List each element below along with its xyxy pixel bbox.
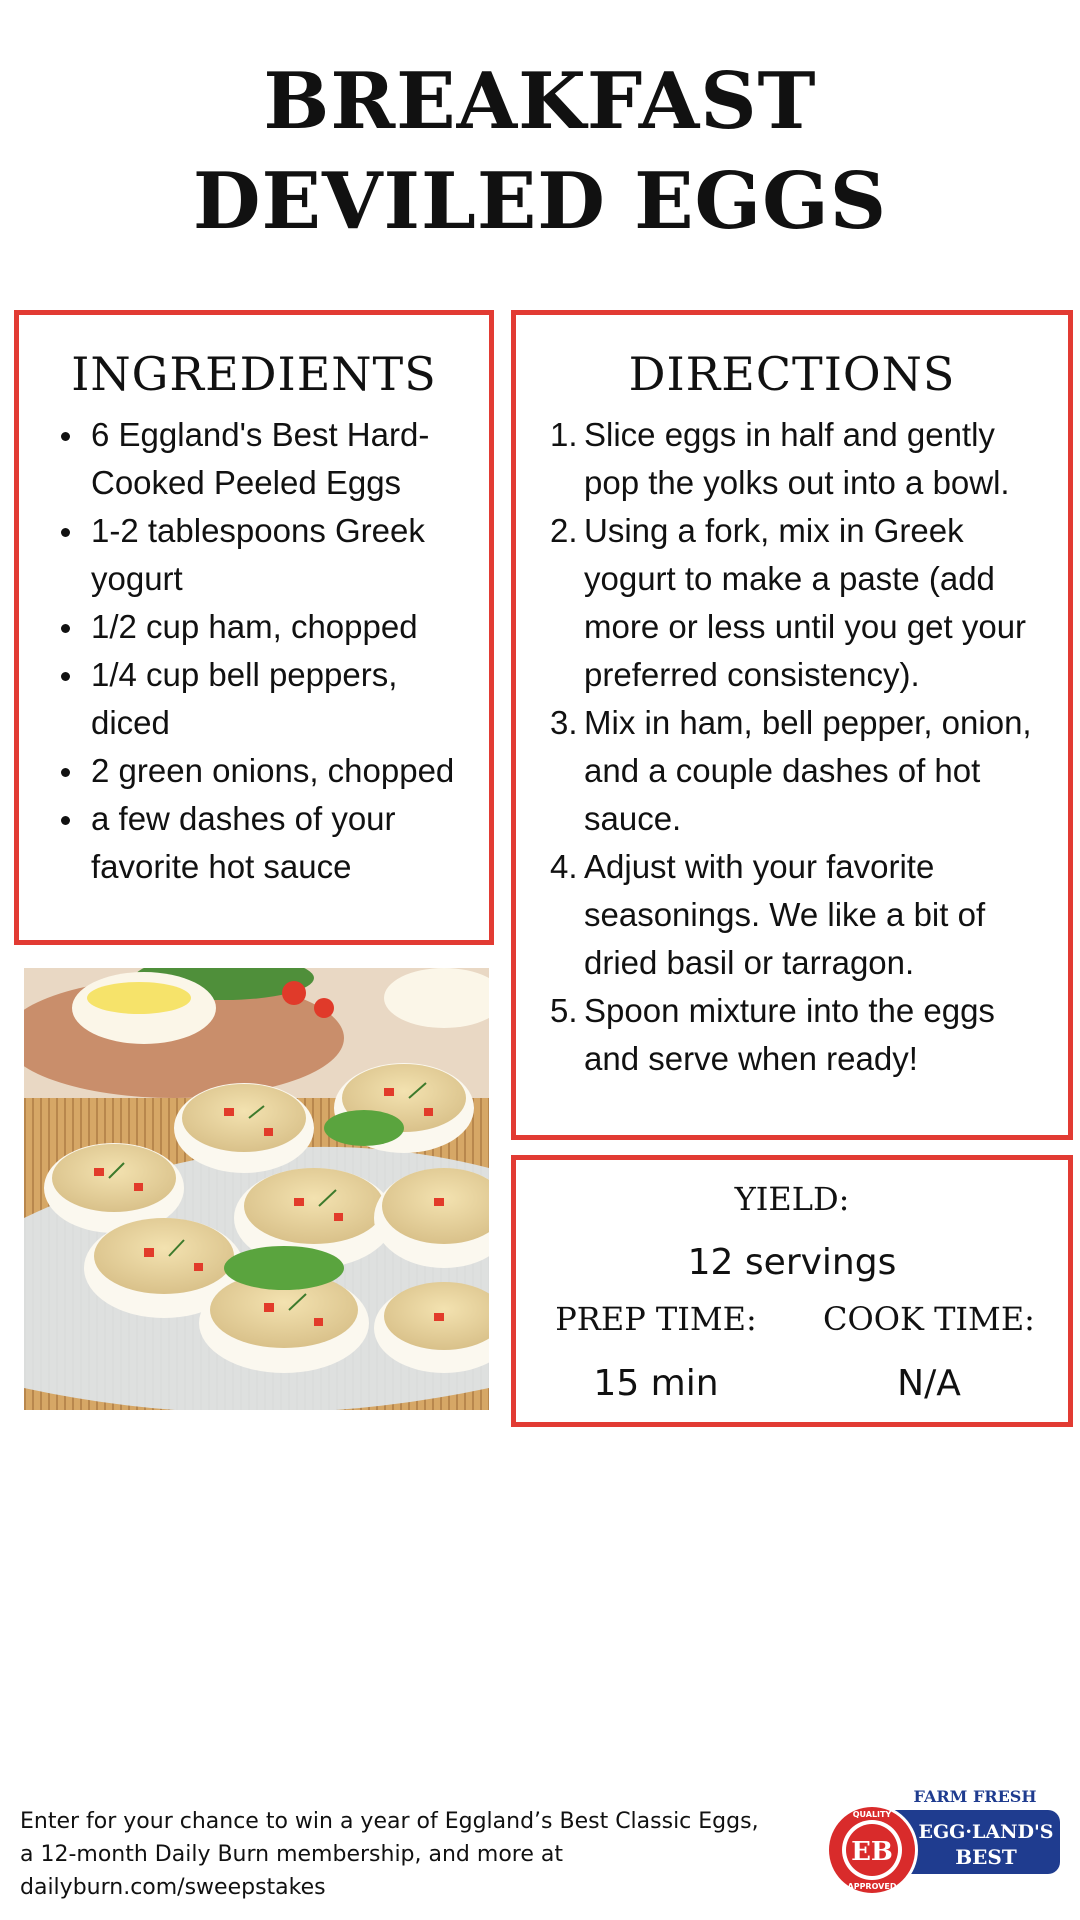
ingredient-item: 1/4 cup bell peppers, diced: [49, 651, 481, 747]
ingredient-item: 1-2 tablespoons Greek yogurt: [49, 507, 481, 603]
deviled-eggs-illustration: [24, 968, 489, 1410]
logo-name-line1: EGG·LAND'S: [918, 1821, 1054, 1843]
directions-heading: DIRECTIONS: [628, 347, 956, 401]
step-number: 1.: [550, 416, 578, 453]
bullet-icon: [61, 432, 70, 441]
ingredient-item: a few dashes of your favorite hot sauce: [49, 795, 481, 891]
title-line: DEVILED EGGS: [192, 156, 888, 247]
step-number: 3.: [550, 704, 578, 741]
logo-seal-bottom: APPROVED: [847, 1882, 897, 1891]
directions-list: [516, 411, 1068, 1083]
cook-time-value: N/A: [897, 1363, 961, 1404]
direction-step: 3. Mix in ham, bell pepper, onion, and a couple dashes of hot sauce.: [550, 699, 1058, 843]
bullet-icon: [61, 768, 70, 777]
direction-step: 4. Adjust with your favorite seasonings. We like a bit of dried basil or tarragon.: [550, 843, 1058, 987]
direction-step: 5. Spoon mixture into the eggs and serve when ready!: [550, 987, 1058, 1083]
ingredient-item: 6 Eggland's Best Hard- Cooked Peeled Eggs: [49, 411, 481, 507]
logo-name-line2: BEST: [955, 1845, 1017, 1869]
logo-seal-top: QUALITY: [852, 1810, 892, 1819]
ingredients-list: [19, 411, 489, 891]
page-title: [0, 52, 1080, 252]
deviled-eggs-photo: [24, 968, 489, 1410]
egglands-best-logo: [820, 1780, 1065, 1900]
title-line: BREAKFAST: [263, 56, 817, 147]
directions-box: [511, 310, 1073, 1140]
bullet-icon: [61, 528, 70, 537]
direction-step: 2. Using a fork, mix in Greek yogurt to make a paste (add more or less until you get your preferred consistency).: [550, 507, 1058, 699]
prep-time-label: PREP TIME:: [555, 1300, 757, 1338]
sweepstakes-text: [20, 1805, 780, 1904]
bullet-icon: [61, 816, 70, 825]
step-number: 5.: [550, 992, 578, 1029]
footer-line: Enter for your chance to win a year of Eggland’s Best Classic Eggs,: [20, 1809, 759, 1834]
bullet-icon: [61, 624, 70, 633]
egglands-best-logo-graphic: [820, 1780, 1065, 1900]
ingredient-item: 2 green onions, chopped: [49, 747, 481, 795]
footer-link[interactable]: dailyburn.com/sweepstakes: [20, 1875, 326, 1900]
ingredients-box: [14, 310, 494, 945]
ingredient-item: 1/2 cup ham, chopped: [49, 603, 481, 651]
yield-value: 12 servings: [687, 1242, 897, 1283]
prep-time-value: 15 min: [593, 1363, 719, 1404]
direction-step: 1. Slice eggs in half and gently pop the yolks out into a bowl.: [550, 411, 1058, 507]
bullet-icon: [61, 672, 70, 681]
logo-seal-letters: EB: [851, 1837, 893, 1867]
recipe-stats-box: [511, 1155, 1073, 1427]
ingredients-heading: INGREDIENTS: [71, 347, 437, 401]
logo-tagline: FARM FRESH: [913, 1787, 1037, 1806]
cook-time-label: COOK TIME:: [823, 1300, 1035, 1338]
footer-line: a 12-month Daily Burn membership, and more at: [20, 1842, 563, 1867]
yield-label: YIELD:: [734, 1180, 850, 1218]
step-number: 4.: [550, 848, 578, 885]
step-number: 2.: [550, 512, 578, 549]
